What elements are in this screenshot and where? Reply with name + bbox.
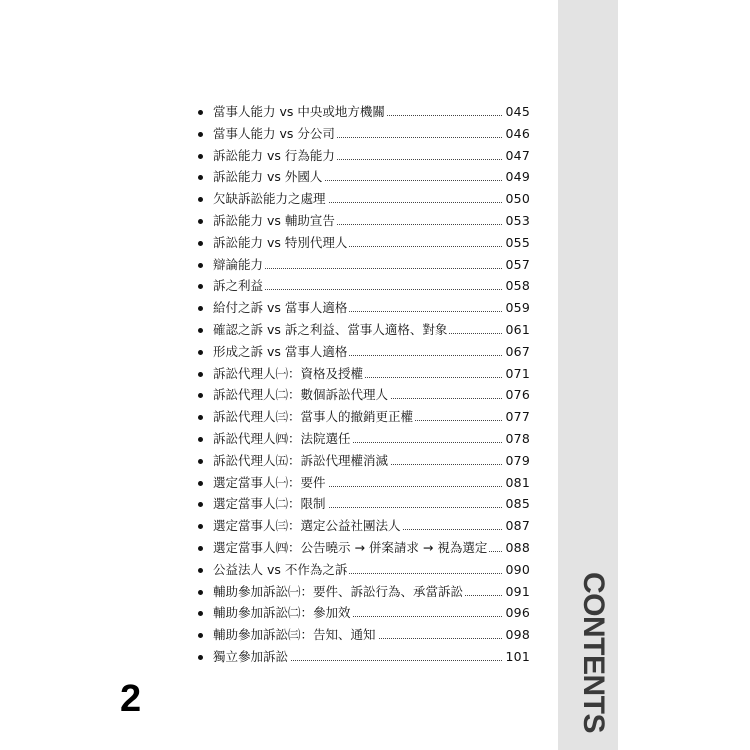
toc-entry-title: 選定當事人㈣：公告曉示 → 併案請求 → 視為選定 xyxy=(213,537,489,559)
bullet-icon xyxy=(198,110,203,115)
bullet-icon xyxy=(198,459,203,464)
toc-entry xyxy=(198,537,530,559)
bullet-icon xyxy=(198,655,203,660)
bullet-icon xyxy=(198,328,203,333)
bullet-icon xyxy=(198,241,203,246)
toc-entry-title: 當事人能力 vs 分公司 xyxy=(213,123,337,145)
bullet-icon xyxy=(198,502,203,507)
toc-entry-title: 輔助參加訴訟㈠：要件、訴訟行為、承當訴訟 xyxy=(213,581,465,603)
toc-entry-title: 訴訟能力 vs 行為能力 xyxy=(213,145,337,167)
toc-entry-page: 096 xyxy=(502,602,530,624)
toc-entry-page: 061 xyxy=(502,319,530,341)
bullet-icon xyxy=(198,350,203,355)
toc-entry-page: 046 xyxy=(502,123,530,145)
toc-entry-page: 091 xyxy=(502,581,530,603)
toc-entry-title: 輔助參加訴訟㈢：告知、通知 xyxy=(213,624,378,646)
toc-entry xyxy=(198,581,530,603)
bullet-icon xyxy=(198,568,203,573)
bullet-icon xyxy=(198,633,203,638)
toc-entry xyxy=(198,384,530,406)
toc-entry-page: 071 xyxy=(502,363,530,385)
bullet-icon xyxy=(198,284,203,289)
toc-entry-page: 059 xyxy=(502,297,530,319)
toc-entry xyxy=(198,406,530,428)
toc-entry-page: 055 xyxy=(502,232,530,254)
toc-entry-title: 辯論能力 xyxy=(213,254,265,276)
toc-entry-title: 訴訟代理人㈡：數個訴訟代理人 xyxy=(213,384,390,406)
bullet-icon xyxy=(198,437,203,442)
toc-entry-title: 獨立參加訴訟 xyxy=(213,646,290,668)
toc-entry-title: 訴訟代理人㈢：當事人的撤銷更正權 xyxy=(213,406,415,428)
toc-entry-page: 098 xyxy=(502,624,530,646)
toc-entry xyxy=(198,559,530,581)
toc-entry-title: 訴訟能力 vs 特別代理人 xyxy=(213,232,349,254)
toc-entry-page: 077 xyxy=(502,406,530,428)
toc-entry-title: 給付之訴 vs 當事人適格 xyxy=(213,297,349,319)
toc-entry-page: 049 xyxy=(502,166,530,188)
bullet-icon xyxy=(198,132,203,137)
bullet-icon xyxy=(198,393,203,398)
toc-entry-page: 078 xyxy=(502,428,530,450)
toc-entry xyxy=(198,341,530,363)
toc-entry-page: 058 xyxy=(502,275,530,297)
toc-entry-title: 訴訟能力 vs 外國人 xyxy=(213,166,324,188)
bullet-icon xyxy=(198,590,203,595)
toc-entry xyxy=(198,428,530,450)
bullet-icon xyxy=(198,415,203,420)
toc-entry-page: 081 xyxy=(502,472,530,494)
toc-entry-page: 053 xyxy=(502,210,530,232)
bullet-icon xyxy=(198,372,203,377)
table-of-contents xyxy=(198,101,530,668)
toc-entry xyxy=(198,188,530,210)
toc-entry xyxy=(198,166,530,188)
toc-entry-page: 057 xyxy=(502,254,530,276)
toc-entry-title: 公益法人 vs 不作為之訴 xyxy=(213,559,349,581)
toc-entry xyxy=(198,602,530,624)
toc-entry xyxy=(198,624,530,646)
toc-entry-page: 047 xyxy=(502,145,530,167)
toc-entry-page: 090 xyxy=(502,559,530,581)
toc-entry xyxy=(198,450,530,472)
toc-entry-title: 訴訟能力 vs 輔助宣告 xyxy=(213,210,337,232)
toc-entry-title: 訴之利益 xyxy=(213,275,265,297)
bullet-icon xyxy=(198,154,203,159)
contents-side-label: CONTENTS xyxy=(577,572,610,733)
toc-entry xyxy=(198,472,530,494)
toc-entry xyxy=(198,123,530,145)
toc-entry-title: 形成之訴 vs 當事人適格 xyxy=(213,341,349,363)
toc-entry-page: 085 xyxy=(502,493,530,515)
toc-entry-page: 087 xyxy=(502,515,530,537)
bullet-icon xyxy=(198,306,203,311)
bullet-icon xyxy=(198,611,203,616)
toc-entry-page: 045 xyxy=(502,101,530,123)
bullet-icon xyxy=(198,197,203,202)
toc-entry-title: 選定當事人㈠：要件 xyxy=(213,472,328,494)
toc-entry xyxy=(198,145,530,167)
bullet-icon xyxy=(198,175,203,180)
toc-entry-page: 067 xyxy=(502,341,530,363)
toc-entry-title: 選定當事人㈡：限制 xyxy=(213,493,328,515)
bullet-icon xyxy=(198,263,203,268)
bullet-icon xyxy=(198,524,203,529)
bullet-icon xyxy=(198,219,203,224)
toc-entry-title: 訴訟代理人㈤：訴訟代理權消滅 xyxy=(213,450,390,472)
toc-entry xyxy=(198,297,530,319)
toc-entry-title: 訴訟代理人㈣：法院選任 xyxy=(213,428,353,450)
toc-entry-title: 訴訟代理人㈠：資格及授權 xyxy=(213,363,365,385)
toc-entry xyxy=(198,254,530,276)
toc-entry xyxy=(198,515,530,537)
toc-entry xyxy=(198,493,530,515)
toc-entry-page: 076 xyxy=(502,384,530,406)
toc-entry-page: 050 xyxy=(502,188,530,210)
toc-entry-page: 101 xyxy=(502,646,530,668)
toc-entry-title: 當事人能力 vs 中央或地方機關 xyxy=(213,101,387,123)
toc-entry xyxy=(198,646,530,668)
toc-entry-page: 079 xyxy=(502,450,530,472)
toc-entry-title: 選定當事人㈢：選定公益社團法人 xyxy=(213,515,403,537)
toc-entry xyxy=(198,101,530,123)
toc-entry-title: 輔助參加訴訟㈡：參加效 xyxy=(213,602,353,624)
toc-entry xyxy=(198,363,530,385)
toc-entry xyxy=(198,319,530,341)
bullet-icon xyxy=(198,481,203,486)
toc-entry xyxy=(198,232,530,254)
toc-entry-page: 088 xyxy=(502,537,530,559)
toc-entry xyxy=(198,275,530,297)
toc-entry-title: 確認之訴 vs 訴之利益、當事人適格、對象 xyxy=(213,319,449,341)
bullet-icon xyxy=(198,546,203,551)
toc-entry xyxy=(198,210,530,232)
page-number-folio: 2 xyxy=(120,678,142,720)
toc-entry-title: 欠缺訴訟能力之處理 xyxy=(213,188,328,210)
